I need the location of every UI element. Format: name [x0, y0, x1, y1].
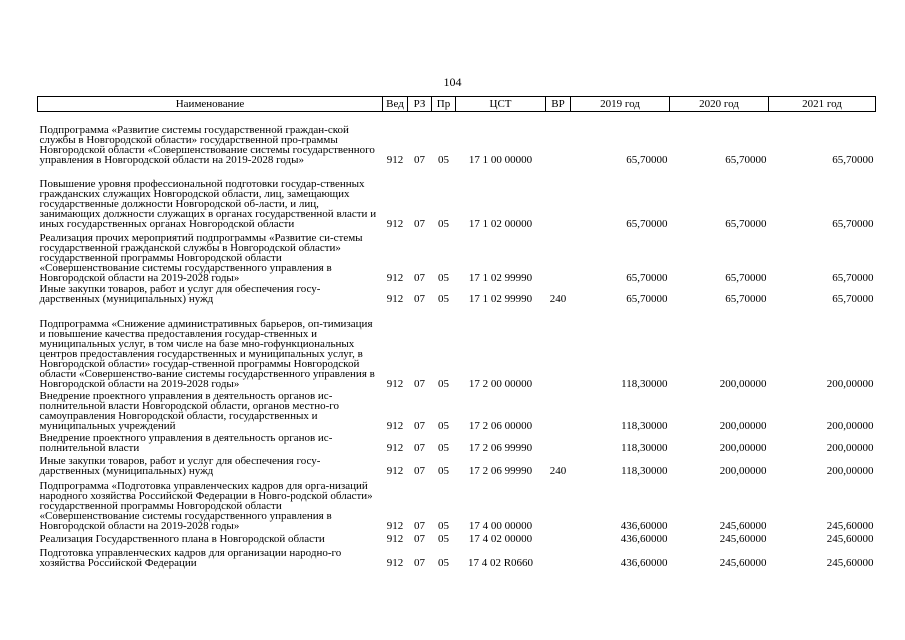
row-2020: 245,60000 — [719, 533, 767, 545]
row-2021: 245,60000 — [826, 557, 874, 569]
row-vr — [546, 112, 571, 167]
row-pr: 05 — [438, 420, 449, 432]
row-ved: 912 — [386, 420, 404, 432]
row-cst: 17 4 00 00000 — [468, 520, 533, 532]
row-2020: 245,60000 — [719, 557, 767, 569]
row-vr — [546, 166, 571, 230]
table-row — [38, 432, 876, 454]
table-row — [38, 305, 876, 390]
row-rz: 07 — [414, 272, 425, 284]
row-cst: 17 1 02 00000 — [468, 218, 533, 230]
row-vr — [546, 230, 571, 284]
row-vr: 240 — [549, 293, 567, 305]
row-rz: 07 — [414, 218, 425, 230]
row-ved: 912 — [386, 465, 404, 477]
row-vr: 240 — [549, 465, 567, 477]
row-name: Реализация прочих мероприятий подпрограммы «Развитие си-стемы государственной гражданской службы в Новгородской области» государственной программы Новгородской области «Совершенствование системы государственного управления в Новгородской области на 2019-2028 годы» — [39, 232, 363, 284]
row-pr: 05 — [438, 533, 449, 545]
row-name: Иные закупки товаров, работ и услуг для обеспечения госу-дарственных (муниципальных) нужд — [39, 455, 321, 477]
row-rz: 07 — [414, 465, 425, 477]
row-name: Подготовка управленческих кадров для организации народно-го хозяйства Российской Федерации — [39, 547, 342, 569]
row-name: Реализация Государственного плана в Новгородской области — [39, 533, 325, 545]
table-row — [38, 532, 876, 545]
row-2021: 200,00000 — [826, 465, 874, 477]
row-2020: 65,70000 — [725, 272, 767, 284]
header-cst: ЦСТ — [456, 97, 546, 112]
row-2021: 200,00000 — [826, 378, 874, 390]
row-ved: 912 — [386, 154, 404, 166]
row-vr — [546, 390, 571, 432]
row-2021: 65,70000 — [832, 154, 874, 166]
row-2020: 200,00000 — [719, 378, 767, 390]
row-rz: 07 — [414, 378, 425, 390]
row-cst: 17 1 02 99990 — [468, 293, 533, 305]
row-2019: 118,30000 — [621, 420, 668, 432]
row-2020: 245,60000 — [719, 520, 767, 532]
table-row — [38, 545, 876, 569]
row-vr — [546, 545, 571, 569]
row-cst: 17 2 06 99990 — [468, 442, 533, 454]
row-2020: 65,70000 — [725, 154, 767, 166]
row-rz: 07 — [414, 520, 425, 532]
row-2019: 436,60000 — [620, 533, 668, 545]
row-name: Подпрограмма «Развитие системы государственной граждан-ской службы в Новгородской области» государственной про-граммы Новгородской области «Совершенствование системы государственного управления в Новгородской области на 2019-2028 годы» — [39, 124, 375, 166]
header-name: Наименование — [38, 97, 383, 112]
header-2020: 2020 год — [670, 97, 769, 112]
header-2019: 2019 год — [571, 97, 670, 112]
row-2019: 118,30000 — [621, 442, 668, 454]
row-2020: 200,00000 — [719, 465, 767, 477]
table-row — [38, 284, 876, 305]
row-2019: 436,60000 — [620, 557, 668, 569]
row-cst: 17 1 00 00000 — [468, 154, 533, 166]
row-pr: 05 — [438, 293, 449, 305]
row-name: Иные закупки товаров, работ и услуг для обеспечения госу-дарственных (муниципальных) нужд — [39, 283, 321, 305]
row-2019: 436,60000 — [620, 520, 668, 532]
row-rz: 07 — [414, 420, 425, 432]
row-ved: 912 — [386, 272, 404, 284]
row-ved: 912 — [386, 442, 404, 454]
row-2021: 200,00000 — [826, 442, 874, 454]
row-pr: 05 — [438, 378, 449, 390]
row-2019: 65,70000 — [626, 154, 668, 166]
row-pr: 05 — [438, 154, 449, 166]
row-vr — [546, 305, 571, 390]
row-2020: 65,70000 — [725, 293, 767, 305]
row-rz: 07 — [414, 557, 425, 569]
table-row — [38, 230, 876, 284]
row-2020: 200,00000 — [719, 442, 767, 454]
row-2021: 200,00000 — [826, 420, 874, 432]
row-cst: 17 4 02 R0660 — [467, 557, 534, 569]
table-header-row — [38, 97, 876, 112]
row-2021: 65,70000 — [832, 272, 874, 284]
row-pr: 05 — [438, 218, 449, 230]
row-2020: 65,70000 — [725, 218, 767, 230]
row-cst: 17 1 02 99990 — [468, 272, 533, 284]
row-name: Внедрение проектного управления в деятельность органов ис-полнительной власти — [39, 432, 333, 454]
row-ved: 912 — [386, 218, 404, 230]
row-cst: 17 4 02 00000 — [468, 533, 533, 545]
row-2021: 65,70000 — [832, 293, 874, 305]
header-2021: 2021 год — [769, 97, 876, 112]
row-rz: 07 — [414, 533, 425, 545]
row-pr: 05 — [438, 272, 449, 284]
table-row — [38, 166, 876, 230]
row-rz: 07 — [414, 442, 425, 454]
table-row — [38, 477, 876, 532]
row-pr: 05 — [438, 442, 449, 454]
row-name: Подпрограмма «Подготовка управленческих кадров для орга-низаций народного хозяйства Российской Федерации в Новго-родской области» государственной программы Новгородской области «Совершенствование системы государственного управления в Новгородской области на 2019-2028 годы» — [39, 480, 373, 532]
table-row — [38, 112, 876, 167]
row-2021: 245,60000 — [826, 533, 874, 545]
row-name: Внедрение проектного управления в деятельность органов ис-полнительной власти Новгородской области, органов местно-го самоуправления Новгородской области, государственных и муниципальных учреждений — [39, 390, 340, 432]
row-rz: 07 — [414, 293, 425, 305]
row-cst: 17 2 06 99990 — [468, 465, 533, 477]
row-name: Повышение уровня профессиональной подготовки государ-ственных гражданских служащих Новгородской области, лиц, замещающих государственные должности Новгородской об-ласти, и лиц, занимающих должности служащих в органах государственной власти и иных государственных органах Новгородской области — [39, 178, 377, 230]
row-vr — [546, 432, 571, 454]
row-2019: 65,70000 — [626, 293, 668, 305]
header-pr: Пр — [432, 97, 456, 112]
row-cst: 17 2 06 00000 — [468, 420, 533, 432]
row-ved: 912 — [386, 293, 404, 305]
budget-table — [37, 96, 876, 569]
row-2019: 118,30000 — [621, 378, 668, 390]
header-vr: ВР — [546, 97, 571, 112]
page-number: 104 — [443, 75, 462, 89]
header-ved: Вед — [383, 97, 408, 112]
row-ved: 912 — [386, 557, 404, 569]
row-2019: 65,70000 — [626, 218, 668, 230]
row-rz: 07 — [414, 154, 425, 166]
row-vr — [546, 532, 571, 545]
row-ved: 912 — [386, 533, 404, 545]
row-pr: 05 — [438, 520, 449, 532]
row-cst: 17 2 00 00000 — [468, 378, 533, 390]
row-ved: 912 — [386, 378, 404, 390]
row-pr: 05 — [438, 557, 449, 569]
row-2019: 118,30000 — [621, 465, 668, 477]
table-row — [38, 454, 876, 477]
row-2021: 65,70000 — [832, 218, 874, 230]
row-ved: 912 — [386, 520, 404, 532]
row-pr: 05 — [438, 465, 449, 477]
row-2020: 200,00000 — [719, 420, 767, 432]
header-rz: РЗ — [408, 97, 432, 112]
row-name: Подпрограмма «Снижение административных барьеров, оп-тимизация и повышение качества предоставления государ-ственных и муниципальных услуг, в том числе на базе мно-гофункциональных центров предоставления государственных и муниципальных услуг, в Новгородской области» государ-ственной программы Новгородской области «Совершенство-вание системы государственного управления в Новгородской области на 2019-2028 годы» — [39, 318, 375, 390]
row-vr — [546, 477, 571, 532]
row-2019: 65,70000 — [626, 272, 668, 284]
table-row — [38, 390, 876, 432]
row-2021: 245,60000 — [826, 520, 874, 532]
